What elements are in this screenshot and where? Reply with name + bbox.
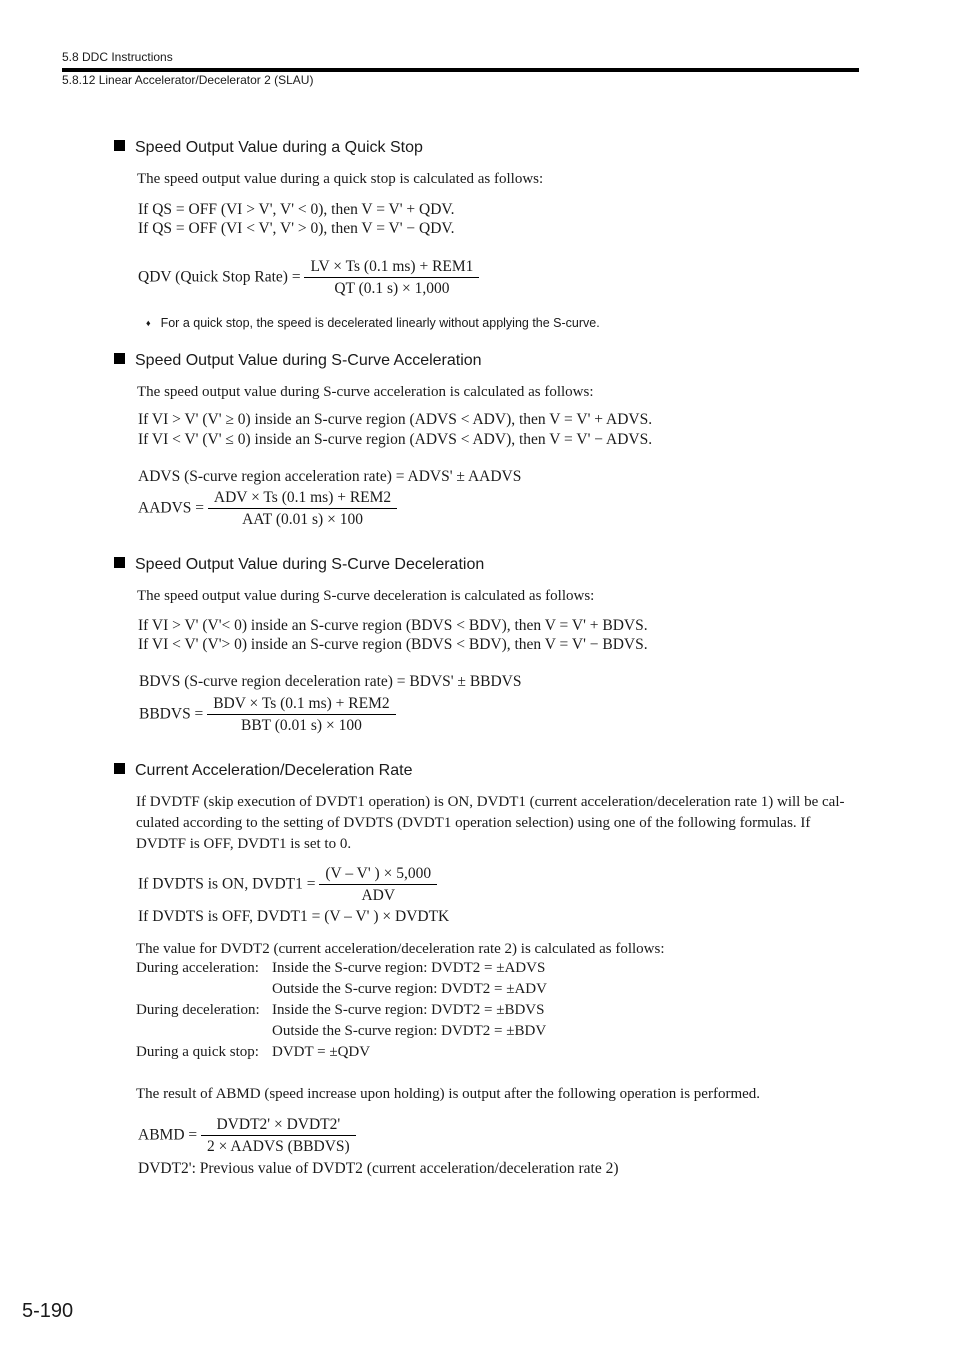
abmd-note: DVDT2': Previous value of DVDT2 (current acceleration/deceleration rate 2)	[138, 1160, 619, 1177]
aadvs-formula: AADVS = $\frac{\text{ADV × Ts (0.1 ms) + REM2}}{\text{AAT (0.01 s) × 100}}$	[138, 489, 397, 529]
dvdt2-table	[136, 958, 547, 1063]
quick-stop-intro: The speed output value during a quick stop is calculated as follows:	[137, 171, 544, 187]
square-bullet-icon	[114, 763, 125, 774]
table-row-label	[136, 979, 272, 1000]
square-bullet-icon	[114, 353, 125, 364]
square-bullet-icon	[114, 140, 125, 151]
s-decel-line1: If VI > V' (V'< 0) inside an S-curve region (BDVS < BDV), then V = V' + BDVS.	[138, 617, 648, 634]
diamond-bullet-icon: ♦	[146, 318, 151, 328]
dvdt2-intro: The value for DVDT2 (current acceleration/deceleration rate 2) is calculated as follows:	[136, 941, 665, 957]
s-decel-line2: If VI < V' (V'> 0) inside an S-curve region (BDVS < BDV), then V = V' − BDVS.	[138, 636, 648, 653]
table-row-label: During a quick stop:	[136, 1044, 259, 1060]
table-row	[136, 1042, 547, 1063]
current-rate-para-line3: DVDTF is OFF, DVDT1 is set to 0.	[136, 836, 352, 852]
s-accel-line2: If VI < V' (V' ≤ 0) inside an S-curve region (ADVS < ADV), then V = V' − ADVS.	[138, 431, 653, 448]
advs-line: ADVS (S-curve region acceleration rate) = ADVS' ± AADVS	[138, 468, 522, 485]
table-row-value: Outside the S-curve region: DVDT2 = ±ADV	[272, 981, 547, 997]
s-accel-line1: If VI > V' (V' ≥ 0) inside an S-curve region (ADVS < ADV), then V = V' + ADVS.	[138, 411, 653, 428]
bbdvs-formula: BBDVS = $\frac{\text{BDV × Ts (0.1 ms) + REM2}}{\text{BBT (0.01 s) × 100}}$	[139, 695, 396, 735]
table-row-value: Inside the S-curve region: DVDT2 = ±ADVS	[272, 960, 546, 976]
table-row-label: During acceleration:	[136, 960, 259, 976]
header-rule	[62, 68, 859, 72]
quick-stop-line1: If QS = OFF (VI > V', V' < 0), then V = V' + QDV.	[138, 201, 455, 218]
heading-s-curve-deceleration: Speed Output Value during S-Curve Deceleration	[114, 556, 484, 574]
s-accel-intro: The speed output value during S-curve acceleration is calculated as follows:	[137, 384, 594, 400]
heading-s-curve-acceleration: Speed Output Value during S-Curve Acceleration	[114, 352, 482, 370]
bbdvs-fraction: $\frac{\text{BDV × Ts (0.1 ms) + REM2}}{\text{BBT (0.01 s) × 100}}$	[207, 695, 395, 735]
page-number: 5-190	[22, 1300, 74, 1322]
aadvs-fraction: $\frac{\text{ADV × Ts (0.1 ms) + REM2}}{\text{AAT (0.01 s) × 100}}$	[208, 489, 397, 529]
table-row-value: Inside the S-curve region: DVDT2 = ±BDVS	[272, 1002, 545, 1018]
table-row	[136, 1000, 547, 1021]
section-header: 5.8 DDC Instructions	[62, 50, 173, 64]
bdvs-line: BDVS (S-curve region deceleration rate) = BDVS' ± BBDVS	[139, 673, 522, 690]
dvdt1-fraction: $\frac{(V - V' ) \times 5,000}{\text{ADV}}$	[319, 865, 437, 905]
heading-quick-stop: Speed Output Value during a Quick Stop	[114, 139, 423, 157]
table-row	[136, 1021, 547, 1042]
qdv-fraction: $\frac{\text{LV × Ts (0.1 ms) + REM1}}{QT (0.1 s) \times 1,000}$	[304, 258, 479, 298]
abmd-intro: The result of ABMD (speed increase upon holding) is output after the following operation is performed.	[136, 1086, 761, 1102]
quick-stop-line2: If QS = OFF (VI < V', V' > 0), then V = V' − QDV.	[138, 220, 455, 237]
table-row-value: DVDT = ±QDV	[272, 1044, 371, 1060]
square-bullet-icon	[114, 557, 125, 568]
table-row	[136, 979, 547, 1000]
heading-current-rate: Current Acceleration/Deceleration Rate	[114, 762, 412, 780]
dvdt1-on-formula: If DVDTS is ON, DVDT1 = $\frac{(V - V' ) \times 5,000}{\text{ADV}}$	[138, 865, 437, 905]
dvdt1-off-formula: If DVDTS is OFF, DVDT1 = (V – V' ) × DVDTK	[138, 908, 450, 925]
qdv-formula: QDV (Quick Stop Rate) = $\frac{\text{LV × Ts (0.1 ms) + REM1}}{QT (0.1 s) \times 1,000}$	[138, 258, 479, 298]
current-rate-para-line1: If DVDTF (skip execution of DVDT1 operation) is ON, DVDT1 (current acceleration/deceleration rate 1) will be cal-	[136, 794, 845, 810]
abmd-fraction: $\frac{\text{DVDT2' × DVDT2'}}{\text{2 × AADVS (BBDVS)}}$	[201, 1116, 356, 1156]
current-rate-para-line2: culated according to the setting of DVDTS (DVDT1 operation selection) using one of the following formulas. If	[136, 815, 811, 831]
subsection-header: 5.8.12 Linear Accelerator/Decelerator 2 (SLAU)	[62, 73, 314, 87]
quick-stop-note: ♦ For a quick stop, the speed is decelerated linearly without applying the S-curve.	[146, 316, 600, 330]
abmd-formula: ABMD = $\frac{\text{DVDT2' × DVDT2'}}{\text{2 × AADVS (BBDVS)}}$	[138, 1116, 356, 1156]
table-row-value: Outside the S-curve region: DVDT2 = ±BDV	[272, 1023, 547, 1039]
table-row-label: During deceleration:	[136, 1002, 260, 1018]
s-decel-intro: The speed output value during S-curve deceleration is calculated as follows:	[137, 588, 595, 604]
table-row	[136, 958, 547, 979]
table-row-label	[136, 1021, 272, 1042]
